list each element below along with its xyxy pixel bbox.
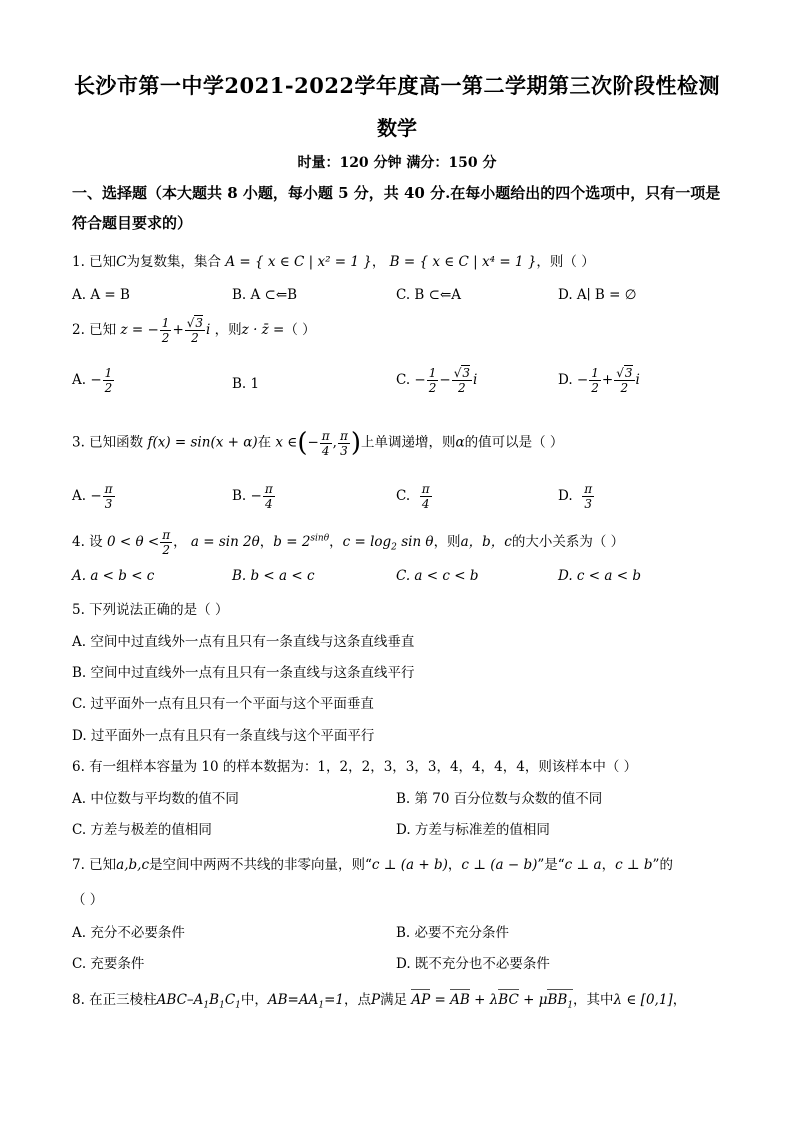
question-7-paren: （ ） <box>72 892 104 908</box>
q7-option-a[interactable]: A. 充分不必要条件 <box>72 925 185 941</box>
q5-option-d[interactable]: D. 过平面外一点有且只有一条直线与这个平面平行 <box>72 728 375 744</box>
q2-option-b[interactable]: B. 1 <box>232 376 260 392</box>
set-a: A = { x ∈ C | x² = 1 } <box>225 254 372 270</box>
question-4: 4. 设 0 < θ < $\frac{\pi}{2}$ ， a = sin 2θ，$b = 2^{sin\theta}$，$c = \log_2 \sin \theta$，则a，b，c的大小关系为（ ） <box>72 528 625 557</box>
question-8: 8. 在正三棱柱ABC–$A_1B_1C_1$中，$AB=AA_1=1$，点P满足 AP = AB + λBC + μBB$_1$，其中λ ∈ [0,1]， <box>72 992 687 1011</box>
exam-title: 长沙市第一中学2021-2022学年度高一第二学期第三次阶段性检测 <box>73 73 721 98</box>
q6-option-a[interactable]: A. 中位数与平均数的值不同 <box>72 791 239 807</box>
question-1: 1. 已知C为复数集，集合 A = { x ∈ C | x² = 1 }， B = { x ∈ C | x⁴ = 1 }，则（ ） <box>72 254 595 270</box>
question-5: 5. 下列说法正确的是（ ） <box>72 602 229 618</box>
q6-option-d[interactable]: D. 方差与标准差的值相同 <box>396 822 550 838</box>
question-3: 3. 已知函数 f(x) = sin(x + α)在 x ∈(− $\frac{\pi}{4}$ , $\frac{\pi}{3}$ )上单调递增，则α的值可以是（ ） <box>72 428 564 458</box>
q4-option-b[interactable]: B. b < a < c <box>232 568 315 584</box>
q7-option-c[interactable]: C. 充要条件 <box>72 956 145 972</box>
q5-option-c[interactable]: C. 过平面外一点有且只有一个平面与这个平面垂直 <box>72 696 374 712</box>
q5-option-b[interactable]: B. 空间中过直线外一点有且只有一条直线与这条直线平行 <box>72 665 415 681</box>
q2-option-c[interactable]: C. − $\frac{1}{2}$ − $\frac{√3}{2}$ i <box>396 366 478 395</box>
q1-option-a[interactable]: A. A = B <box>72 287 130 303</box>
q3-option-c[interactable]: C. $\frac{\pi}{4}$ <box>396 482 430 511</box>
q5-option-a[interactable]: A. 空间中过直线外一点有且只有一条直线与这条直线垂直 <box>72 634 415 650</box>
q4-option-a[interactable]: A. a < b < c <box>72 568 155 584</box>
q1-option-d[interactable]: D. A∣ B = ∅ <box>558 287 637 303</box>
q7-option-b[interactable]: B. 必要不充分条件 <box>396 925 510 941</box>
q3-option-b[interactable]: B. − $\frac{\pi}{4}$ <box>232 482 273 511</box>
q4-option-c[interactable]: C. a < c < b <box>396 568 479 584</box>
q1-option-b[interactable]: B. A ⊂⇐B <box>232 287 298 303</box>
q2-option-d[interactable]: D. − $\frac{1}{2}$ + $\frac{√3}{2}$ i <box>558 366 640 395</box>
q3-option-d[interactable]: D. $\frac{\pi}{3}$ <box>558 482 593 511</box>
exam-meta: 时量：120 分钟 满分：150 分 <box>297 155 497 171</box>
q1-option-c[interactable]: C. B ⊂⇐A <box>396 287 462 303</box>
q4-option-d[interactable]: D. c < a < b <box>558 568 641 584</box>
q2-option-a[interactable]: A. − $\frac{1}{2}$ <box>72 366 113 395</box>
q7-option-d[interactable]: D. 既不充分也不必要条件 <box>396 956 550 972</box>
set-b: B = { x ∈ C | x⁴ = 1 } <box>389 254 537 270</box>
question-6: 6. 有一组样本容量为 10 的样本数据为：1，2，2，3，3，3，4，4，4，4，则该样本中（ ） <box>72 759 638 775</box>
question-2: 2. 已知 z = − $\frac{1}{2}$ + $\frac{√3}{2}$ i ，则z · z̄ =（ ） <box>72 316 316 345</box>
q6-option-b[interactable]: B. 第 70 百分位数与众数的值不同 <box>396 791 603 807</box>
exam-subject: 数学 <box>377 116 417 140</box>
q3-option-a[interactable]: A. − $\frac{\pi}{3}$ <box>72 482 113 511</box>
question-7: 7. 已知a,b,c是空间中两两不共线的非零向量，则“c ⊥ (a + b)，c ⊥ (a − b)”是“c ⊥ a，c ⊥ b”的 <box>72 857 673 873</box>
section-heading: 一、选择题（本大题共 8 小题，每小题 5 分，共 40 分.在每小题给出的四个选项中，只有一项是符合题目要求的） <box>72 184 721 232</box>
q6-option-c[interactable]: C. 方差与极差的值相同 <box>72 822 212 838</box>
